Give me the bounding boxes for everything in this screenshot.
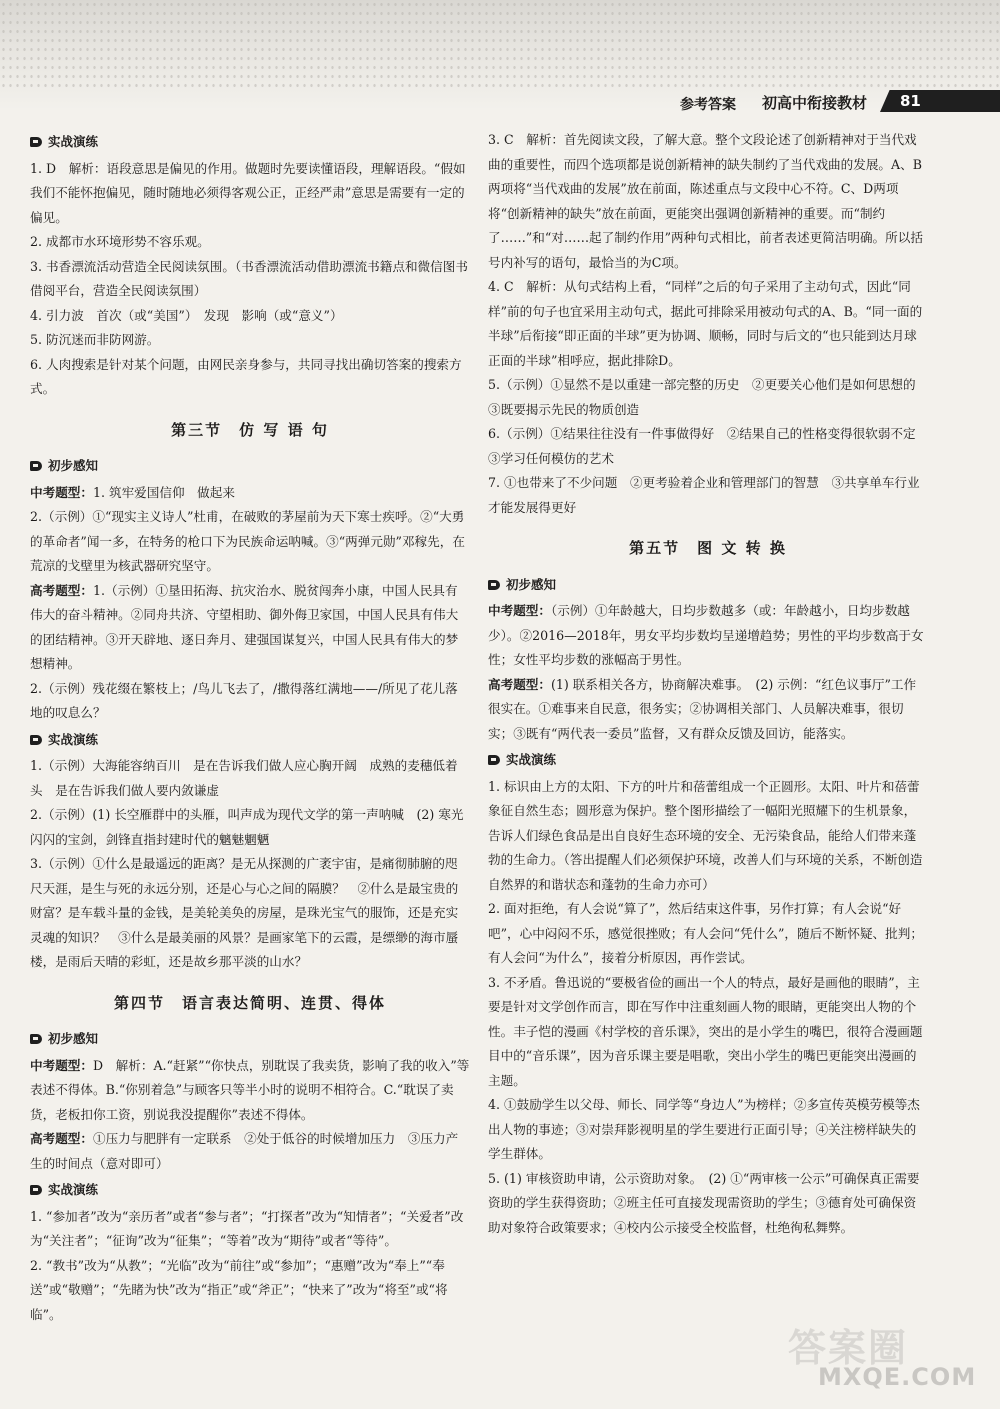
- answer-text: 1.（示例）大海能容纳百川 是在告诉我们做人应心胸开阔 成熟的麦穗低着头 是在告诉我们做人要内敛谦虚: [30, 758, 458, 798]
- answer-paragraph: [30, 1205, 470, 1254]
- header-bar: [880, 90, 1000, 112]
- answer-text: ①压力与肥胖有一定联系 ②处于低谷的时候增加压力 ③压力产生的时间点（意对即可）: [30, 1131, 459, 1171]
- watermark-text: 答案圈: [788, 1326, 909, 1370]
- answer-text: (1) 联系相关各方，协商解决难事。 (2) 示例：“红色议事厅”工作很实在。①难事来自民意，很务实；②协调相关部门、人员解决难事，很切实；③既有“两代表一委员”监督，又有群众反馈及回访，能落实。: [488, 676, 917, 741]
- subsection-label: 初步感知: [506, 576, 557, 592]
- answer-text: 4. C 解析：从句式结构上看，“同样”之后的句子采用了主动句式，因此“同样”前的句子也宜采用主动句式，据此可排除采用被动句式的A、B。“同一面的半球”后衔接“即正面的半球”更为协调、顺畅，同时与后文的“也只能到达月球正面的半球”相呼应，据此排除D。: [488, 279, 923, 368]
- answer-paragraph: [488, 275, 928, 373]
- answer-paragraph: [30, 1254, 470, 1328]
- answer-paragraph: [488, 373, 928, 422]
- answer-text: 7. ①也带来了不少问题 ②更考验着企业和管理部门的智慧 ③共享单车行业才能发展得更好: [488, 475, 920, 515]
- answer-paragraph: [30, 481, 470, 506]
- pointing-hand-icon: [30, 1185, 42, 1195]
- answer-text: 1. 筑牢爱国信仰 做起来: [92, 484, 235, 500]
- question-type-label: 高考题型：: [30, 1131, 93, 1146]
- pointing-hand-icon: [30, 461, 42, 471]
- subsection-heading: [30, 130, 470, 155]
- answer-text: 2. “教书”改为“从教”；“光临”改为“前往”或“参加”；“惠赠”改为“奉上”“奉送”或“敬赠”；“先睹为快”改为“指正”或“斧正”；“快来了”改为“将至”或“将临”。: [30, 1257, 448, 1322]
- answer-text: 1. “参加者”改为“亲历者”或者“参与者”；“打探者”改为“知情者”；“关爱者”改为“关注者”；“征询”改为“征集”；“等着”改为“期待”或者“等待”。: [30, 1208, 464, 1248]
- answer-paragraph: [488, 128, 928, 275]
- answer-text: 2.（示例）(1) 长空雁群中的头雁，叫声成为现代文学的第一声呐喊 (2) 寒光闪闪的宝剑，剑锋直指封建时代的魑魅魍魉: [30, 807, 464, 847]
- answer-text: 2.（示例）残花缀在繁枝上；/鸟儿飞去了，/撒得落红满地——/所见了花儿落地的叹息么？: [30, 680, 458, 720]
- subsection-label: 初步感知: [48, 458, 99, 473]
- answer-text: 3. 不矛盾。鲁迅说的“要极省俭的画出一个人的特点，最好是画他的眼睛”，主要是针对文学创作而言，即在写作中注重刻画人物的眼睛，更能突出人物的个性。丰子恺的漫画《村学校的音乐课》，突出的是小学生的嘴巴，很符合漫画题目中的“音乐课”，因为音乐课主要是唱歌，突出小学生的嘴巴更能突出漫画的主题。: [488, 974, 923, 1088]
- question-type-label: 中考题型：: [488, 603, 551, 618]
- answer-text: 3. 书香漂流活动营造全民阅读氛围。（书香漂流活动借助漂流书籍点和微信图书借阅平台，营造全民阅读氛围）: [30, 258, 468, 298]
- answer-paragraph: [488, 775, 928, 898]
- subsection-label: 实战演练: [48, 731, 99, 747]
- answer-text: 2. 面对拒绝，有人会说“算了”，然后结束这件事，另作打算；有人会说“好吧”，心中闷闷不乐，感觉很挫败；有人会问“凭什么”，随后不断怀疑、批判；有人会问“为什么”，接着分析原因，再作尝试。: [488, 901, 923, 965]
- answer-text: 6.（示例）①结果往往没有一件事做得好 ②结果自己的性格变得很软弱不定 ③学习任何模仿的艺术: [488, 426, 929, 466]
- section-title: 第四节 语言表达简明、连贯、得体: [113, 993, 386, 1012]
- subsection-label: 实战演练: [48, 1182, 99, 1197]
- subsection-heading: [30, 454, 470, 479]
- answer-paragraph: [488, 1093, 928, 1167]
- answer-text: 1. 标识由上方的太阳、下方的叶片和蓓蕾组成一个正圆形。太阳、叶片和蓓蕾象征自然生态；圆形意为保护。整个图形描绘了一幅阳光照耀下的生机景象，告诉人们绿色食品是出自良好生态环境的安全、无污染食品，能给人们带来蓬勃的生命力。（答出提醒人们必须保护环境，改善人们与环境的关系，不断创造自然界的和谐状态和蓬勃的生命力亦可）: [488, 778, 923, 892]
- page-number: 81: [900, 92, 921, 110]
- header-series: 初高中衔接教材: [762, 94, 868, 112]
- answer-paragraph: [30, 304, 470, 329]
- answer-paragraph: [30, 579, 470, 677]
- right-column: [488, 128, 928, 1240]
- answer-text: 5.（示例）①显然不是以重建一部完整的历史 ②更要关心他们是如何思想的 ③既要揭示先民的物质创造: [488, 377, 929, 417]
- question-type-label: 高考题型：: [30, 582, 93, 598]
- subsection-label: 初步感知: [48, 1031, 99, 1046]
- answer-paragraph: [488, 471, 928, 520]
- answer-paragraph: [488, 1167, 928, 1241]
- section-title: 第五节 图 文 转 换: [629, 539, 787, 557]
- pointing-hand-icon: [488, 755, 500, 765]
- left-column: [30, 128, 470, 1327]
- answer-paragraph: [30, 353, 470, 402]
- subsection-label: 实战演练: [48, 134, 99, 149]
- answer-paragraph: [30, 505, 470, 579]
- answer-paragraph: [30, 255, 470, 304]
- answer-paragraph: [488, 422, 928, 471]
- subsection-heading: [488, 573, 928, 598]
- answer-paragraph: [30, 677, 470, 726]
- answer-paragraph: [30, 1127, 470, 1176]
- pointing-hand-icon: [30, 1034, 42, 1044]
- answer-text: 1.（示例）①垦田拓海、抗灾治水、脱贫闯奔小康，中国人民具有伟大的奋斗精神。②同舟共济、守望相助、御外侮卫家国，中国人民具有伟大的团结精神。③开天辟地、逐日奔月、建强国谋复兴，中国人民具有伟大的梦想精神。: [30, 582, 459, 671]
- answer-text: 4. 引力波 首次（或“美国”） 发现 影响（或“意义”）: [30, 307, 343, 323]
- question-type-label: 中考题型：: [30, 484, 93, 500]
- answer-text: （示例）①年龄越大，日均步数越多（或：年龄越小，日均步数越少）。②2016—2018年，男女平均步数均呈递增趋势；男性的平均步数高于女性；女性平均步数的涨幅高于男性。: [488, 603, 924, 667]
- subsection-heading: [30, 1178, 470, 1203]
- watermark-url: MXQE.COM: [818, 1363, 977, 1391]
- question-type-label: 高考题型：: [488, 676, 551, 692]
- answer-paragraph: [30, 1054, 470, 1128]
- answer-text: 5. 防沉迷而非防网游。: [30, 332, 160, 347]
- subsection-heading: [30, 728, 470, 753]
- pointing-hand-icon: [30, 137, 42, 147]
- section-title: 第三节 仿 写 语 句: [171, 420, 329, 439]
- answer-text: D 解析：A.“赶紧”“你快点，别耽误了我卖货，影响了我的收入”等表述不得体。B.“你别着急”与顾客只等半小时的说明不相符合。C.“耽误了卖货，老板扣你工资，别说我没提醒你”表述不得体。: [30, 1057, 470, 1122]
- subsection-label: 实战演练: [506, 752, 557, 767]
- answer-text: 5. (1) 审核资助申请，公示资助对象。 (2) ①“两审核一公示”可确保真正需要资助的学生获得资助；②班主任可直接发现需资助的学生；③德育处可确保资助对象符合政策要求；④校内公示接受全校监督，杜绝徇私舞弊。: [488, 1170, 920, 1235]
- answer-paragraph: [30, 230, 470, 255]
- answer-text: 1. D 解析：语段意思是偏见的作用。做题时先要读懂语段，理解语段。“假如我们不能怀抱偏见，随时随地必须得客观公正，正经严肃”意思是需要有一定的偏见。: [30, 160, 466, 225]
- answer-paragraph: [30, 157, 470, 231]
- subsection-heading: [30, 1027, 470, 1052]
- answer-paragraph: [30, 803, 470, 852]
- pointing-hand-icon: [488, 580, 500, 590]
- pointing-hand-icon: [30, 735, 42, 745]
- answer-paragraph: [30, 328, 470, 353]
- answer-text: 2. 成都市水环境形势不容乐观。: [30, 234, 210, 249]
- watermark-logo: [758, 1317, 978, 1397]
- answer-text: 4. ①鼓励学生以父母、师长、同学等“身边人”为榜样；②多宣传英模劳模等杰出人物的事迹；③对崇拜影视明星的学生要进行正面引导；④关注榜样缺失的学生群体。: [488, 1097, 920, 1161]
- answer-paragraph: [488, 897, 928, 971]
- answer-text: 3. C 解析：首先阅读文段，了解大意。整个文段论述了创新精神对于当代戏曲的重要性，而四个选项都是说创新精神的缺失制约了当代戏曲的发展。A、B两项将“当代戏曲的发展”放在前面，陈述重点与文段中心不符。C、D两项将“创新精神的缺失”放在前面，更能突出强调创新精神的重要。而“制约了……”和“对……起了制约作用”两种句式相比，前者表述更简洁明确。所以括号内补写的语句，最恰当的为C项。: [488, 132, 923, 270]
- answer-text: 3.（示例）①什么是最遥远的距离？是无从探测的广袤宇宙，是痛彻肺腑的咫尺天涯，是生与死的永远分别，还是心与心之间的隔膜？ ②什么是最宝贵的财富？是车载斗量的金钱，是美轮美奂的房屋，是珠光宝气的服饰，还是充实灵魂的知识？ ③什么是最美丽的风景？是画家笔下的云霞，是缥缈的海市蜃楼，是雨后天晴的彩虹，还是故乡那平淡的山水？: [30, 856, 459, 969]
- answer-paragraph: [30, 754, 470, 803]
- answer-paragraph: [30, 852, 470, 975]
- answer-paragraph: [488, 673, 928, 747]
- answer-text: 2.（示例）①“现实主义诗人”杜甫，在破败的茅屋前为天下寒士疾呼。②“大勇的革命者”闻一多，在特务的枪口下为民族命运呐喊。③“两弹元勋”邓稼先，在荒凉的戈壁里为核武器研究坚守。: [30, 509, 465, 573]
- question-type-label: 中考题型：: [30, 1057, 93, 1073]
- answer-text: 6. 人肉搜索是针对某个问题，由网民亲身参与，共同寻找出确切答案的搜索方式。: [30, 356, 462, 396]
- answer-paragraph: [488, 599, 928, 673]
- header-label: 参考答案: [680, 97, 736, 113]
- page-header: [0, 88, 1000, 118]
- answer-paragraph: [488, 971, 928, 1094]
- subsection-heading: [488, 748, 928, 773]
